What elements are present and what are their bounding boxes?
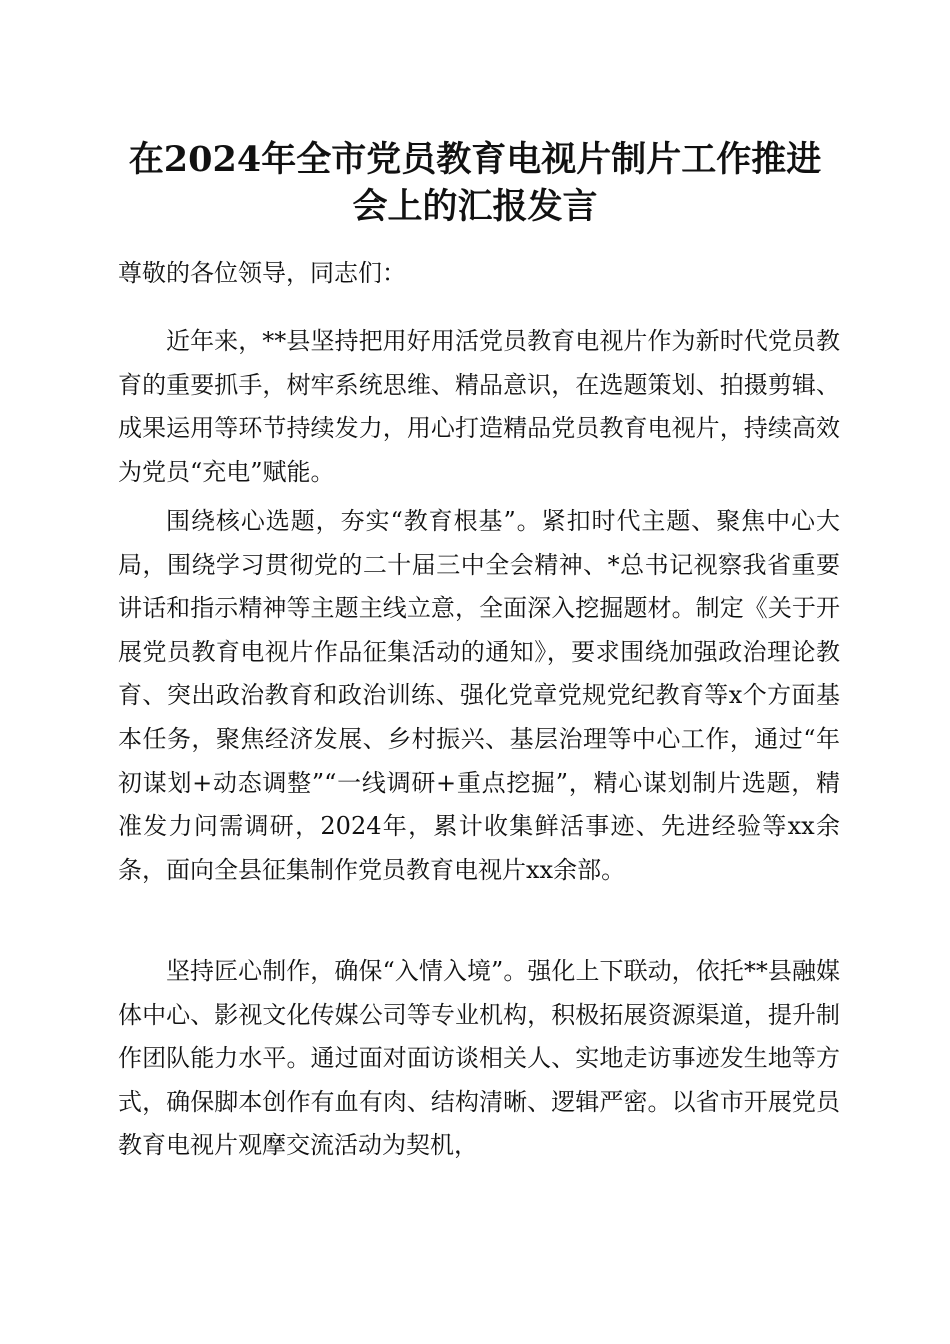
- salutation: 尊敬的各位领导，同志们：: [118, 259, 406, 287]
- title-line-2: 会上的汇报发言: [352, 186, 598, 227]
- paragraph-production: 坚持匠心制作，确保“入情入境”。强化上下联动，依托**县融媒体中心、影视文化传媒公司等专业机构，积极拓展资源渠道，提升制作团队能力水平。通过面对面访谈相关人、实地走访事迹发生地等方式，确保脚本创作有血有肉、结构清晰、逻辑严密。以省市开展党员教育电视片观摩交流活动为契机，: [118, 957, 840, 1160]
- document-title: [110, 136, 840, 230]
- paragraph-core-topic: 围绕核心选题，夯实“教育根基”。紧扣时代主题、聚焦中心大局，围绕学习贯彻党的二十届三中全会精神、*总书记视察我省重要讲话和指示精神等主题主线立意，全面深入挖掘题材。制定《关于开展党员教育电视片作品征集活动的通知》，要求围绕加强政治理论教育、突出政治教育和政治训练、强化党章党规党纪教育等x个方面基本任务，聚焦经济发展、乡村振兴、基层治理等中心工作，通过“年初谋划+动态调整”“一线调研+重点挖掘”，精心谋划制片选题，精准发力问需调研，2024年，累计收集鲜活事迹、先进经验等xx余条，面向全县征集制作党员教育电视片xx余部。: [118, 507, 840, 884]
- paragraph-intro: 近年来，**县坚持把用好用活党员教育电视片作为新时代党员教育的重要抓手，树牢系统思维、精品意识，在选题策划、拍摄剪辑、成果运用等环节持续发力，用心打造精品党员教育电视片，持续高效为党员“充电”赋能。: [118, 327, 840, 486]
- title-line-1: 在2024年全市党员教育电视片制片工作推进: [128, 139, 822, 180]
